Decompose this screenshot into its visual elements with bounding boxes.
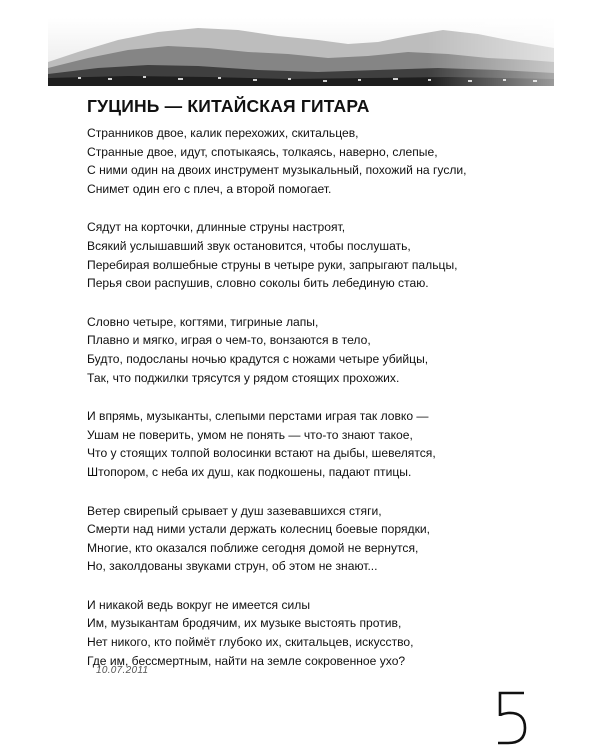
poem-line: Сядут на корточки, длинные струны настроят,	[87, 220, 346, 235]
poem-line: Смерти над ними устали держать колесниц боевые порядки,	[87, 522, 430, 537]
page-number-text: 5	[494, 690, 495, 691]
poem-line: И никакой ведь вокруг не имеется силы	[87, 597, 311, 612]
poem-line: С ними один на двоих инструмент музыкальный, похожий на гусли,	[87, 163, 467, 178]
poem-line: Снимет один его с плеч, а второй помогает.	[87, 181, 332, 196]
poem-stanza	[87, 313, 507, 387]
poem-line: Всякий услышавший звук остановится, чтобы послушать,	[87, 238, 411, 253]
poem-line: Плавно и мягко, играя о чем-то, вонзаются в тело,	[87, 333, 371, 348]
poem-stanza	[87, 407, 507, 481]
poem-line: Им, музыкантам бродячим, их музыке выстоять против,	[87, 616, 402, 631]
poem-line: Штопором, с неба их душ, как подкошены, падают птицы.	[87, 464, 412, 479]
poem-line: Где им, бессмертным, найти на земле сокровенное ухо?	[87, 653, 406, 668]
poem-line: Многие, кто оказался поближе сегодня домой не вернутся,	[87, 540, 419, 555]
poem-line: Нет никого, кто поймёт глубоко их, скитальцев, искусство,	[87, 635, 414, 650]
poem-title: ГУЦИНЬ — КИТАЙСКАЯ ГИТАРА	[87, 96, 370, 116]
poem-line: Так, что поджилки трясутся у рядом стоящих прохожих.	[87, 370, 400, 385]
poem-line: Ушам не поверить, умом не понять — что-то знают такое,	[87, 427, 413, 442]
poem-line: Но, заколдованы звуками струн, об этом не знают...	[87, 559, 378, 574]
header-landscape-banner	[48, 18, 554, 86]
poem-stanza	[87, 124, 507, 198]
poem-date: 10.07.2011	[96, 665, 149, 676]
poem-body	[87, 124, 507, 690]
poem-stanza	[87, 502, 507, 576]
poem-stanza	[87, 596, 507, 670]
poem-line: Странные двое, идут, спотыкаясь, толкаясь, наверно, слепые,	[87, 144, 438, 159]
page-number	[494, 690, 530, 746]
poem-stanza	[87, 218, 507, 292]
poem-line: Будто, подосланы ночью крадутся с ножами четыре убийцы,	[87, 351, 429, 366]
poem-line: Странников двое, калик перехожих, скитальцев,	[87, 126, 359, 140]
poem-line: Перебирая волшебные струны в четыре руки, запрыгают пальцы,	[87, 257, 458, 272]
poem-line: Ветер свирепый срывает у душ зазевавшихся стяги,	[87, 503, 382, 518]
poem-line: Что у стоящих толпой волосинки встают на дыбы, шевелятся,	[87, 446, 436, 461]
mountain-landscape-icon	[48, 18, 554, 86]
page-number-glyph	[494, 690, 530, 746]
poem-line: Перья свои распушив, словно соколы бить лебединую стаю.	[87, 276, 429, 291]
poem-line: И впрямь, музыканты, слепыми перстами играя так ловко —	[87, 409, 429, 424]
poem-line: Словно четыре, когтями, тигриные лапы,	[87, 314, 319, 329]
